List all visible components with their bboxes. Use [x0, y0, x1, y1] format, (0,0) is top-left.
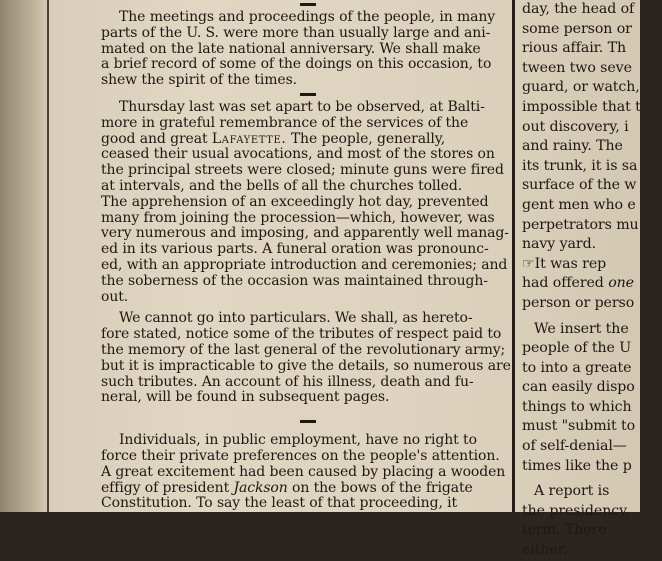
pointing-hand-icon: ☞ — [522, 255, 535, 272]
text-line: person or perso — [522, 294, 635, 311]
text-line: force their private preferences on the people's attention. — [101, 447, 500, 464]
text-line: ceased their usual avocations, and most of the stores on — [101, 146, 495, 163]
text-line: mated on the late national anniversary. We shall make — [101, 40, 481, 57]
text-line: term. There — [522, 522, 607, 539]
text-fragment-italic: one — [608, 275, 634, 292]
text-line: people of the U — [522, 340, 632, 357]
section-separator — [300, 3, 316, 6]
main-column — [101, 3, 514, 512]
text-line: must "submit to — [522, 418, 636, 435]
article-lafayette — [101, 100, 514, 305]
text-line: day, the head of — [522, 1, 635, 17]
text-line: and rainy. The — [522, 138, 623, 155]
text-line: guard, or watch, — [522, 79, 640, 96]
right-article-b — [522, 255, 662, 314]
article-individuals — [101, 433, 514, 512]
text-line: a brief record of some of the doings on this occasion, to — [101, 56, 492, 73]
text-line: rious affair. Th — [522, 40, 626, 57]
text-line: times like the p — [522, 457, 632, 474]
text-line — [101, 481, 514, 497]
right-article-a — [522, 0, 662, 255]
article-meetings — [101, 10, 514, 89]
text-line: The apprehension of an exceedingly hot day, prevented — [101, 193, 489, 210]
text-line: navy yard. — [522, 236, 596, 253]
text-line: A report is — [534, 483, 610, 500]
text-line: more in grateful remembrance of the services of the — [101, 114, 469, 131]
text-line — [101, 132, 514, 148]
text-line: very numerous and imposing, and apparently well manag- — [101, 225, 509, 242]
page-fold-shadow — [0, 0, 50, 512]
text-fragment: good and great — [101, 130, 212, 147]
text-line: its trunk, it is sa — [522, 157, 638, 174]
right-article-c — [522, 320, 662, 477]
text-fragment: effigy of president — [101, 479, 234, 496]
jackson-name: Jackson — [233, 479, 288, 496]
text-line: fore stated, notice some of the tributes of respect paid to — [101, 326, 502, 343]
left-column-rule — [47, 0, 49, 512]
text-line: out. — [101, 288, 129, 305]
text-line: parts of the U. S. were more than usually large and ani- — [101, 24, 491, 41]
text-line: We insert the — [534, 320, 629, 337]
right-column — [522, 0, 662, 561]
text-fragment: had offered — [522, 275, 609, 292]
text-line: of self-denial— — [522, 438, 627, 455]
text-line: the soberness of the occasion was maintained through- — [101, 272, 488, 289]
section-separator — [300, 420, 316, 423]
text-line — [522, 274, 662, 294]
text-line: Constitution. To say the least of that proceeding, it — [101, 495, 458, 512]
text-line: ed, with an appropriate introduction and ceremonies; and — [101, 256, 508, 273]
text-line: but it is impracticable to give the details, so numerous are — [101, 357, 511, 374]
text-line: Thursday last was set apart to be observed, at Balti- — [119, 98, 485, 115]
text-line: many from joining the procession—which, however, was — [101, 209, 495, 226]
text-line: ed in its various parts. A funeral oration was pronounc- — [101, 241, 489, 258]
text-line: the principal streets were closed; minute guns were fired — [101, 162, 504, 179]
text-fragment: on the bows of the frigate — [287, 479, 473, 496]
text-line: out discovery, i — [522, 118, 629, 135]
text-line: the presidency, — [522, 502, 630, 519]
text-line: impossible that t — [522, 98, 641, 115]
text-line: tween two seve — [522, 59, 632, 76]
text-line: can easily dispo — [522, 379, 635, 396]
text-line: The meetings and proceedings of the people, in many — [119, 9, 496, 25]
text-line: to into a greate — [522, 359, 632, 376]
text-line: Individuals, in public employment, have no right to — [119, 432, 477, 449]
section-separator — [300, 93, 316, 96]
text-line: We cannot go into particulars. We shall, as hereto- — [119, 310, 473, 327]
text-line: the memory of the last general of the revolutionary army; — [101, 341, 506, 358]
text-line: perpetrators mu — [522, 216, 639, 233]
text-line — [522, 255, 662, 275]
text-line: some person or — [522, 20, 632, 37]
text-fragment: It was rep — [534, 255, 607, 272]
lafayette-name: Lafayette. — [211, 130, 287, 147]
text-line: A great excitement had been caused by placing a wooden — [101, 463, 506, 480]
text-line: shew the spirit of the times. — [101, 72, 298, 89]
text-line: such tributes. An account of his illness, death and fu- — [101, 373, 474, 390]
text-line: gent men who e — [522, 196, 636, 213]
text-fragment: The people, generally, — [286, 130, 446, 147]
text-line: either. — [522, 542, 568, 559]
text-line: surface of the w — [522, 177, 637, 194]
right-article-d — [522, 482, 662, 560]
article-particulars — [101, 311, 514, 406]
text-line: neral, will be found in subsequent pages. — [101, 389, 390, 406]
text-line: at intervals, and the bells of all the churches tolled. — [101, 177, 463, 194]
text-line: things to which — [522, 398, 632, 415]
paragraph-gap — [101, 406, 514, 416]
